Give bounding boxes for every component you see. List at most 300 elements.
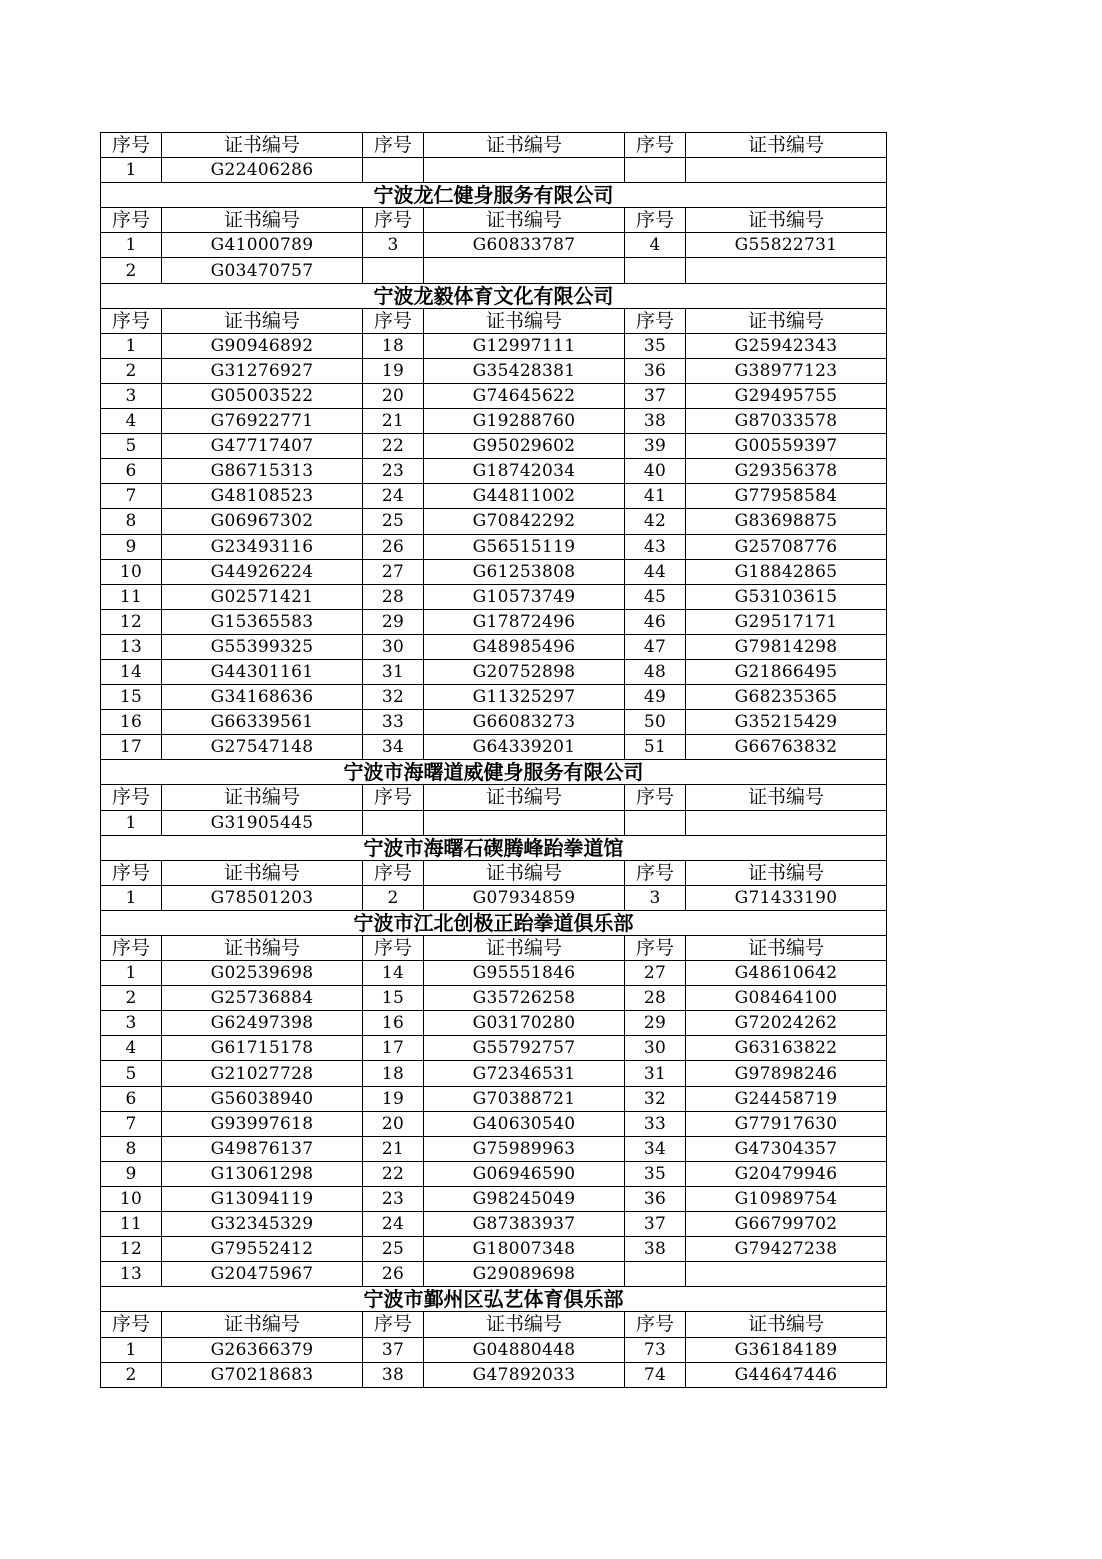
seq-cell: 27: [363, 559, 424, 584]
seq-cell: 7: [101, 1111, 162, 1136]
cert-header: 证书编号: [424, 860, 625, 885]
cert-number-cell: G49876137: [162, 1136, 363, 1161]
cert-number-cell: G38977123: [686, 358, 887, 383]
table-row: [101, 1212, 887, 1237]
seq-cell: 50: [625, 710, 686, 735]
seq-cell: 34: [363, 735, 424, 760]
seq-cell: 1: [101, 333, 162, 358]
cert-number-cell: G75989963: [424, 1136, 625, 1161]
seq-cell: 14: [363, 961, 424, 986]
seq-cell: 27: [625, 961, 686, 986]
seq-cell: 15: [101, 685, 162, 710]
seq-cell: 22: [363, 1161, 424, 1186]
cert-number-cell: [424, 258, 625, 283]
column-header-row: [101, 133, 887, 158]
cert-number-cell: G97898246: [686, 1061, 887, 1086]
cert-header: 证书编号: [424, 308, 625, 333]
table-row: [101, 885, 887, 910]
seq-header: 序号: [363, 860, 424, 885]
seq-cell: 2: [101, 986, 162, 1011]
company-title-row: [101, 760, 887, 785]
seq-cell: 13: [101, 634, 162, 659]
cert-header: 证书编号: [686, 308, 887, 333]
table-row: [101, 333, 887, 358]
seq-cell: 40: [625, 459, 686, 484]
cert-number-cell: G27547148: [162, 735, 363, 760]
table-row: [101, 1061, 887, 1086]
seq-cell: [625, 1262, 686, 1287]
cert-header: 证书编号: [162, 208, 363, 233]
cert-number-cell: G53103615: [686, 584, 887, 609]
cert-number-cell: G18007348: [424, 1237, 625, 1262]
cert-number-cell: G23493116: [162, 534, 363, 559]
cert-number-cell: G64339201: [424, 735, 625, 760]
seq-cell: 1: [101, 158, 162, 183]
seq-cell: 14: [101, 659, 162, 684]
seq-cell: 7: [101, 484, 162, 509]
seq-cell: 4: [101, 1036, 162, 1061]
table-row: [101, 1036, 887, 1061]
cert-header: 证书编号: [686, 133, 887, 158]
cert-number-cell: G31905445: [162, 810, 363, 835]
company-name: 宁波市海曙石碶腾峰跆拳道馆: [101, 835, 887, 860]
seq-cell: 41: [625, 484, 686, 509]
table-row: [101, 1011, 887, 1036]
seq-cell: 17: [101, 735, 162, 760]
cert-number-cell: G87033578: [686, 409, 887, 434]
seq-cell: 22: [363, 434, 424, 459]
seq-header: 序号: [363, 1312, 424, 1337]
seq-cell: 15: [363, 986, 424, 1011]
cert-header: 证书编号: [162, 936, 363, 961]
table-row: [101, 358, 887, 383]
cert-number-cell: G06946590: [424, 1161, 625, 1186]
seq-cell: 33: [625, 1111, 686, 1136]
cert-number-cell: G29517171: [686, 609, 887, 634]
seq-cell: 29: [363, 609, 424, 634]
table-row: [101, 609, 887, 634]
company-title-row: [101, 910, 887, 935]
seq-cell: 12: [101, 1237, 162, 1262]
cert-number-cell: G20752898: [424, 659, 625, 684]
cert-header: 证书编号: [686, 785, 887, 810]
cert-number-cell: G68235365: [686, 685, 887, 710]
table-row: [101, 986, 887, 1011]
cert-header: 证书编号: [424, 1312, 625, 1337]
seq-cell: 49: [625, 685, 686, 710]
cert-number-cell: G98245049: [424, 1186, 625, 1211]
cert-number-cell: G24458719: [686, 1086, 887, 1111]
cert-number-cell: G06967302: [162, 509, 363, 534]
table-row: [101, 158, 887, 183]
cert-number-cell: G15365583: [162, 609, 363, 634]
cert-number-cell: G19288760: [424, 409, 625, 434]
cert-number-cell: G55792757: [424, 1036, 625, 1061]
table-row: [101, 1362, 887, 1387]
cert-number-cell: G47304357: [686, 1136, 887, 1161]
seq-cell: 31: [625, 1061, 686, 1086]
cert-number-cell: G72024262: [686, 1011, 887, 1036]
company-title-row: [101, 183, 887, 208]
seq-cell: 10: [101, 559, 162, 584]
seq-cell: 18: [363, 333, 424, 358]
cert-number-cell: G21027728: [162, 1061, 363, 1086]
cert-number-cell: [686, 810, 887, 835]
table-row: [101, 1086, 887, 1111]
cert-number-cell: [686, 158, 887, 183]
cert-number-cell: G78501203: [162, 885, 363, 910]
seq-cell: 38: [625, 409, 686, 434]
seq-cell: 37: [363, 1337, 424, 1362]
cert-number-cell: G13094119: [162, 1186, 363, 1211]
seq-header: 序号: [363, 308, 424, 333]
seq-cell: 35: [625, 1161, 686, 1186]
cert-number-cell: G20475967: [162, 1262, 363, 1287]
cert-number-cell: G48610642: [686, 961, 887, 986]
seq-cell: 13: [101, 1262, 162, 1287]
cert-number-cell: G32345329: [162, 1212, 363, 1237]
cert-number-cell: G25736884: [162, 986, 363, 1011]
seq-header: 序号: [625, 936, 686, 961]
seq-cell: 38: [625, 1237, 686, 1262]
table-row: [101, 1337, 887, 1362]
seq-cell: [625, 158, 686, 183]
seq-cell: 11: [101, 584, 162, 609]
cert-number-cell: G00559397: [686, 434, 887, 459]
table-row: [101, 685, 887, 710]
cert-number-cell: G21866495: [686, 659, 887, 684]
cert-number-cell: G07934859: [424, 885, 625, 910]
certificate-table: [100, 132, 887, 1388]
table-row: [101, 735, 887, 760]
cert-number-cell: G60833787: [424, 233, 625, 258]
seq-header: 序号: [625, 1312, 686, 1337]
cert-number-cell: G17872496: [424, 609, 625, 634]
seq-header: 序号: [101, 208, 162, 233]
seq-cell: 11: [101, 1212, 162, 1237]
cert-header: 证书编号: [686, 1312, 887, 1337]
seq-header: 序号: [101, 936, 162, 961]
seq-header: 序号: [625, 860, 686, 885]
cert-number-cell: G40630540: [424, 1111, 625, 1136]
table-row: [101, 434, 887, 459]
seq-cell: 36: [625, 358, 686, 383]
cert-number-cell: G79552412: [162, 1237, 363, 1262]
company-name: 宁波市鄞州区弘艺体育俱乐部: [101, 1287, 887, 1312]
column-header-row: [101, 208, 887, 233]
cert-number-cell: G18842865: [686, 559, 887, 584]
seq-cell: 46: [625, 609, 686, 634]
cert-number-cell: G03470757: [162, 258, 363, 283]
table-row: [101, 1136, 887, 1161]
seq-header: 序号: [625, 133, 686, 158]
table-row: [101, 1237, 887, 1262]
seq-cell: 39: [625, 434, 686, 459]
seq-header: 序号: [363, 208, 424, 233]
seq-cell: 19: [363, 1086, 424, 1111]
table-row: [101, 233, 887, 258]
seq-cell: 36: [625, 1186, 686, 1211]
cert-number-cell: G93997618: [162, 1111, 363, 1136]
seq-cell: 1: [101, 961, 162, 986]
seq-cell: 48: [625, 659, 686, 684]
cert-number-cell: G90946892: [162, 333, 363, 358]
cert-number-cell: G70388721: [424, 1086, 625, 1111]
cert-number-cell: G13061298: [162, 1161, 363, 1186]
cert-header: 证书编号: [162, 308, 363, 333]
seq-cell: 26: [363, 1262, 424, 1287]
seq-cell: 37: [625, 1212, 686, 1237]
table-row: [101, 559, 887, 584]
seq-cell: 6: [101, 1086, 162, 1111]
table-row: [101, 961, 887, 986]
seq-cell: 32: [625, 1086, 686, 1111]
table-row: [101, 459, 887, 484]
cert-number-cell: G41000789: [162, 233, 363, 258]
cert-number-cell: G04880448: [424, 1337, 625, 1362]
table-row: [101, 1111, 887, 1136]
seq-cell: 2: [363, 885, 424, 910]
seq-cell: 5: [101, 434, 162, 459]
cert-number-cell: [686, 258, 887, 283]
seq-cell: 9: [101, 1161, 162, 1186]
cert-number-cell: G35428381: [424, 358, 625, 383]
seq-cell: 20: [363, 383, 424, 408]
cert-number-cell: G66339561: [162, 710, 363, 735]
seq-cell: 24: [363, 1212, 424, 1237]
cert-header: 证书编号: [424, 936, 625, 961]
seq-cell: 23: [363, 459, 424, 484]
cert-header: 证书编号: [686, 208, 887, 233]
cert-number-cell: G36184189: [686, 1337, 887, 1362]
cert-number-cell: G79427238: [686, 1237, 887, 1262]
table-row: [101, 584, 887, 609]
seq-cell: 25: [363, 1237, 424, 1262]
seq-cell: 42: [625, 509, 686, 534]
table-row: [101, 1186, 887, 1211]
seq-cell: 12: [101, 609, 162, 634]
cert-number-cell: G66799702: [686, 1212, 887, 1237]
seq-cell: 4: [101, 409, 162, 434]
cert-number-cell: G76922771: [162, 409, 363, 434]
cert-number-cell: G34168636: [162, 685, 363, 710]
table-row: [101, 383, 887, 408]
seq-cell: 3: [625, 885, 686, 910]
seq-cell: 2: [101, 358, 162, 383]
cert-number-cell: G48985496: [424, 634, 625, 659]
cert-number-cell: G62497398: [162, 1011, 363, 1036]
seq-cell: 26: [363, 534, 424, 559]
seq-cell: 1: [101, 233, 162, 258]
cert-number-cell: G05003522: [162, 383, 363, 408]
cert-header: 证书编号: [162, 860, 363, 885]
seq-cell: 21: [363, 1136, 424, 1161]
cert-number-cell: G66763832: [686, 735, 887, 760]
seq-cell: 21: [363, 409, 424, 434]
seq-header: 序号: [101, 308, 162, 333]
cert-number-cell: G83698875: [686, 509, 887, 534]
seq-cell: 37: [625, 383, 686, 408]
cert-number-cell: G29495755: [686, 383, 887, 408]
seq-cell: 25: [363, 509, 424, 534]
seq-cell: 43: [625, 534, 686, 559]
column-header-row: [101, 308, 887, 333]
table-row: [101, 509, 887, 534]
cert-number-cell: G55399325: [162, 634, 363, 659]
table-row: [101, 710, 887, 735]
cert-number-cell: G29356378: [686, 459, 887, 484]
seq-cell: [625, 810, 686, 835]
table-row: [101, 1161, 887, 1186]
table-row: [101, 534, 887, 559]
cert-number-cell: G25708776: [686, 534, 887, 559]
cert-number-cell: [424, 810, 625, 835]
seq-cell: 3: [101, 1011, 162, 1036]
cert-number-cell: G44647446: [686, 1362, 887, 1387]
cert-number-cell: G61715178: [162, 1036, 363, 1061]
cert-number-cell: G10573749: [424, 584, 625, 609]
cert-number-cell: G02571421: [162, 584, 363, 609]
column-header-row: [101, 936, 887, 961]
seq-cell: 44: [625, 559, 686, 584]
table-row: [101, 484, 887, 509]
cert-number-cell: G10989754: [686, 1186, 887, 1211]
seq-cell: 2: [101, 258, 162, 283]
seq-cell: 8: [101, 509, 162, 534]
seq-cell: 30: [363, 634, 424, 659]
cert-number-cell: G70218683: [162, 1362, 363, 1387]
seq-cell: 5: [101, 1061, 162, 1086]
cert-header: 证书编号: [424, 785, 625, 810]
cert-number-cell: G44811002: [424, 484, 625, 509]
cert-number-cell: G63163822: [686, 1036, 887, 1061]
cert-number-cell: G77917630: [686, 1111, 887, 1136]
company-name: 宁波龙仁健身服务有限公司: [101, 183, 887, 208]
cert-header: 证书编号: [162, 133, 363, 158]
company-title-row: [101, 1287, 887, 1312]
seq-cell: 34: [625, 1136, 686, 1161]
seq-cell: 33: [363, 710, 424, 735]
cert-number-cell: G55822731: [686, 233, 887, 258]
column-header-row: [101, 860, 887, 885]
seq-cell: [363, 158, 424, 183]
seq-cell: 16: [101, 710, 162, 735]
cert-number-cell: [686, 1262, 887, 1287]
column-header-row: [101, 785, 887, 810]
seq-header: 序号: [363, 133, 424, 158]
seq-cell: 1: [101, 1337, 162, 1362]
cert-header: 证书编号: [424, 133, 625, 158]
cert-number-cell: G70842292: [424, 509, 625, 534]
cert-number-cell: G20479946: [686, 1161, 887, 1186]
cert-number-cell: G47892033: [424, 1362, 625, 1387]
seq-cell: 6: [101, 459, 162, 484]
cert-number-cell: G02539698: [162, 961, 363, 986]
seq-cell: 4: [625, 233, 686, 258]
seq-cell: 74: [625, 1362, 686, 1387]
cert-number-cell: G95551846: [424, 961, 625, 986]
cert-number-cell: G35726258: [424, 986, 625, 1011]
cert-number-cell: [424, 158, 625, 183]
seq-cell: 16: [363, 1011, 424, 1036]
seq-cell: 24: [363, 484, 424, 509]
seq-cell: 45: [625, 584, 686, 609]
cert-header: 证书编号: [424, 208, 625, 233]
seq-cell: 30: [625, 1036, 686, 1061]
seq-cell: 19: [363, 358, 424, 383]
seq-header: 序号: [101, 1312, 162, 1337]
company-name: 宁波龙毅体育文化有限公司: [101, 283, 887, 308]
seq-cell: 47: [625, 634, 686, 659]
cert-number-cell: G71433190: [686, 885, 887, 910]
seq-cell: 28: [363, 584, 424, 609]
seq-header: 序号: [625, 785, 686, 810]
table-row: [101, 1262, 887, 1287]
cert-number-cell: G26366379: [162, 1337, 363, 1362]
cert-number-cell: G47717407: [162, 434, 363, 459]
certificate-table-body: [101, 133, 887, 1388]
seq-header: 序号: [363, 785, 424, 810]
cert-header: 证书编号: [686, 936, 887, 961]
cert-number-cell: G95029602: [424, 434, 625, 459]
cert-number-cell: G22406286: [162, 158, 363, 183]
company-title-row: [101, 283, 887, 308]
cert-number-cell: G77958584: [686, 484, 887, 509]
seq-cell: 3: [363, 233, 424, 258]
seq-cell: 38: [363, 1362, 424, 1387]
cert-header: 证书编号: [162, 1312, 363, 1337]
cert-number-cell: G86715313: [162, 459, 363, 484]
seq-cell: 1: [101, 810, 162, 835]
cert-number-cell: G56515119: [424, 534, 625, 559]
cert-number-cell: G72346531: [424, 1061, 625, 1086]
cert-number-cell: G48108523: [162, 484, 363, 509]
cert-number-cell: G03170280: [424, 1011, 625, 1036]
seq-header: 序号: [101, 860, 162, 885]
cert-number-cell: G56038940: [162, 1086, 363, 1111]
seq-cell: 2: [101, 1362, 162, 1387]
cert-number-cell: G74645622: [424, 383, 625, 408]
cert-number-cell: G08464100: [686, 986, 887, 1011]
column-header-row: [101, 1312, 887, 1337]
company-name: 宁波市江北创极正跆拳道俱乐部: [101, 910, 887, 935]
table-row: [101, 409, 887, 434]
cert-number-cell: G66083273: [424, 710, 625, 735]
table-row: [101, 634, 887, 659]
company-title-row: [101, 835, 887, 860]
seq-header: 序号: [625, 308, 686, 333]
cert-number-cell: G87383937: [424, 1212, 625, 1237]
seq-cell: [625, 258, 686, 283]
cert-number-cell: G44926224: [162, 559, 363, 584]
seq-cell: 17: [363, 1036, 424, 1061]
table-row: [101, 659, 887, 684]
cert-number-cell: G11325297: [424, 685, 625, 710]
company-name: 宁波市海曙道威健身服务有限公司: [101, 760, 887, 785]
seq-cell: 3: [101, 383, 162, 408]
seq-cell: 10: [101, 1186, 162, 1211]
table-row: [101, 258, 887, 283]
seq-cell: 51: [625, 735, 686, 760]
cert-number-cell: G18742034: [424, 459, 625, 484]
seq-cell: 29: [625, 1011, 686, 1036]
seq-cell: 18: [363, 1061, 424, 1086]
cert-number-cell: G35215429: [686, 710, 887, 735]
cert-number-cell: G79814298: [686, 634, 887, 659]
seq-cell: 20: [363, 1111, 424, 1136]
cert-number-cell: G29089698: [424, 1262, 625, 1287]
cert-header: 证书编号: [686, 860, 887, 885]
